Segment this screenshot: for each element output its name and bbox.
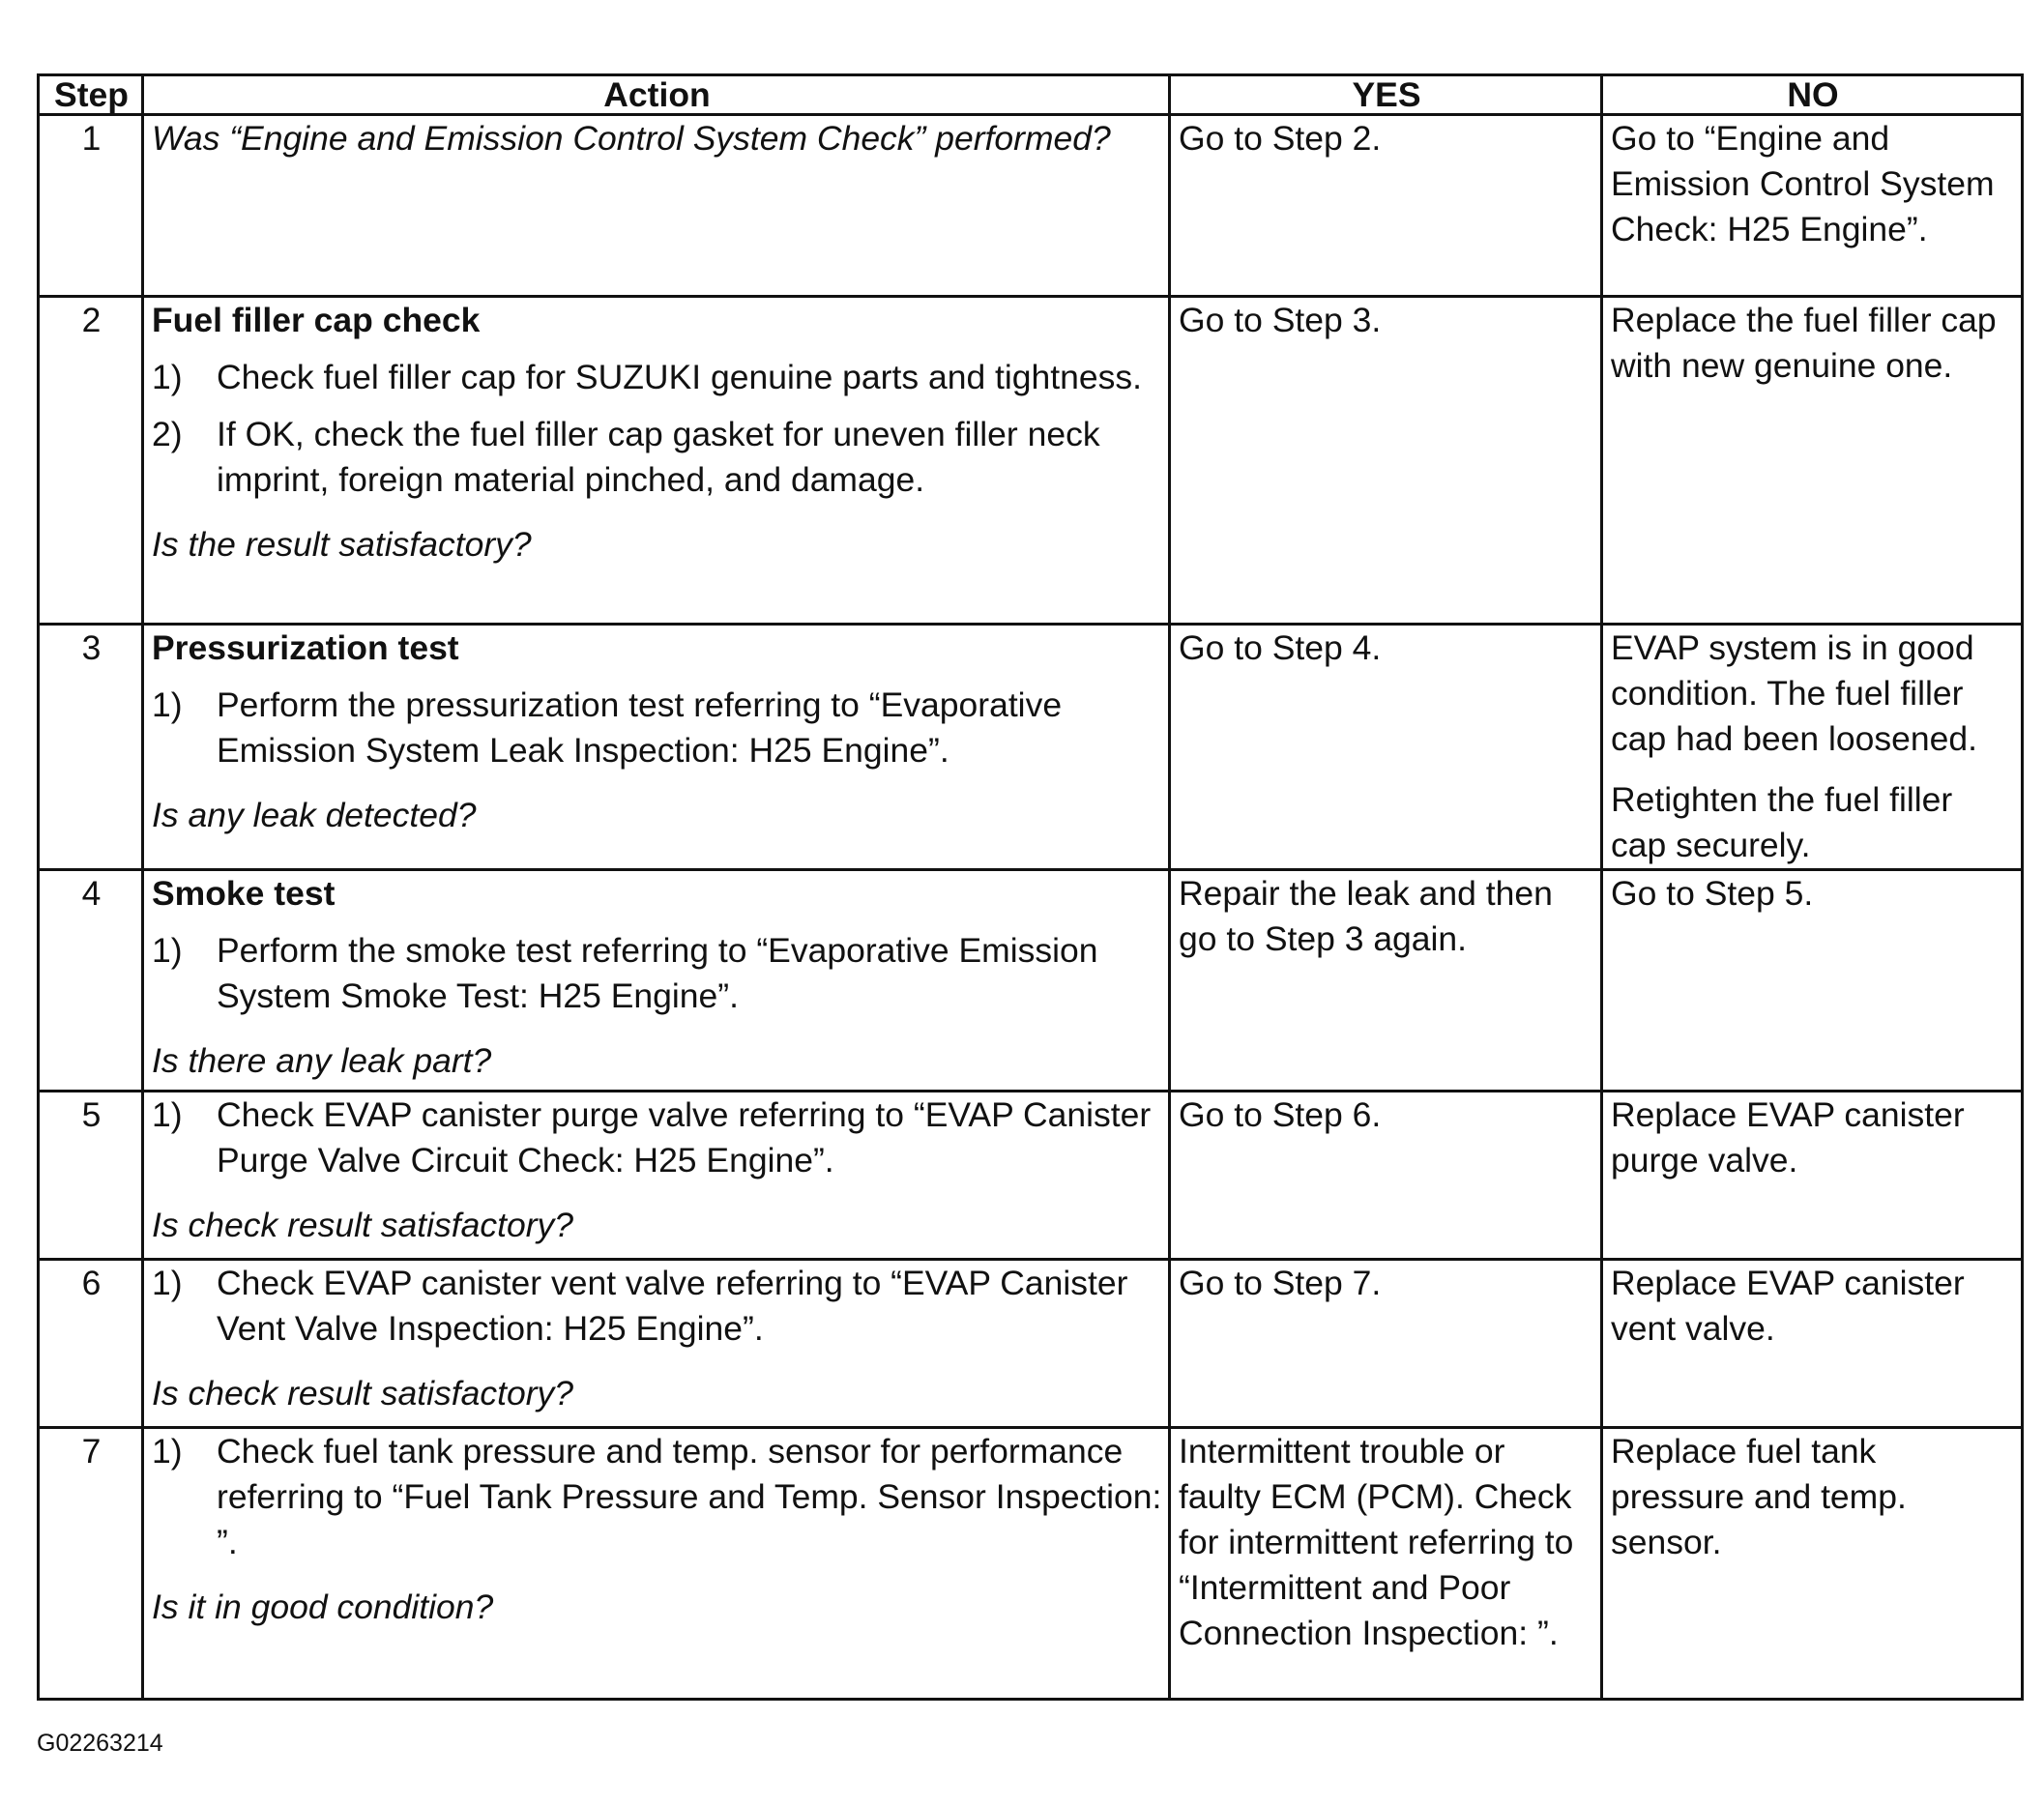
header-step: Step — [39, 75, 143, 115]
substep-text: Check fuel filler cap for SUZUKI genuine parts and tightness. — [217, 358, 1143, 396]
no-cell — [1602, 870, 2023, 1092]
header-action: Action — [143, 75, 1170, 115]
question-text: Was “Engine and Emission Control System Check” performed? — [152, 119, 1111, 158]
no-text: Go to “Engine and Emission Control System Check: H25 Engine”. — [1611, 119, 1995, 248]
table-row — [39, 1260, 2023, 1428]
substep-list — [152, 1429, 1162, 1565]
no-text: Go to Step 5. — [1611, 874, 1814, 913]
yes-text: Repair the leak and then go to Step 3 again. — [1179, 874, 1553, 958]
substep-text: Check EVAP canister purge valve referring to “EVAP Canister Purge Valve Circuit Check: H25 Engine”. — [217, 1095, 1152, 1180]
substep-text: Check EVAP canister vent valve referring to “EVAP Canister Vent Valve Inspection: H25 Engine”. — [217, 1264, 1128, 1348]
yes-cell — [1170, 1428, 1602, 1700]
table-row — [39, 115, 2023, 297]
list-item — [152, 928, 1162, 1019]
table-row — [39, 297, 2023, 625]
no-cell — [1602, 1092, 2023, 1260]
yes-text: Go to Step 7. — [1179, 1264, 1382, 1302]
list-item — [152, 355, 1162, 400]
list-item — [152, 1261, 1162, 1352]
yes-text: Go to Step 2. — [1179, 119, 1382, 158]
substep-text: Perform the pressurization test referring to “Evaporative Emission System Leak Inspection: H25 Engine”. — [217, 685, 1063, 770]
figure-code: G02263214 — [37, 1730, 163, 1757]
yes-cell — [1170, 1260, 1602, 1428]
no-cell — [1602, 625, 2023, 870]
no-text: EVAP system is in good condition. The fuel filler cap had been loosened. — [1611, 628, 1977, 758]
substep-list — [152, 928, 1162, 1019]
step-number: 6 — [39, 1260, 143, 1428]
substep-number: 2) — [152, 415, 183, 453]
table-row — [39, 1092, 2023, 1260]
header-no: NO — [1602, 75, 2023, 115]
header-row — [39, 75, 2023, 115]
question-text: Is any leak detected? — [152, 796, 477, 834]
substep-number: 1) — [152, 1432, 183, 1471]
substep-text: If OK, check the fuel filler cap gasket for uneven filler neck imprint, foreign material pinched, and damage. — [217, 415, 1100, 499]
step-title: Pressurization test — [152, 628, 459, 667]
yes-cell — [1170, 297, 1602, 625]
yes-cell — [1170, 625, 1602, 870]
substep-number: 1) — [152, 931, 183, 970]
action-cell — [143, 115, 1170, 297]
step-number: 7 — [39, 1428, 143, 1700]
no-text: Retighten the fuel filler cap securely. — [1611, 780, 1953, 864]
substep-list — [152, 1261, 1162, 1352]
step-number: 2 — [39, 297, 143, 625]
header-yes: YES — [1170, 75, 1602, 115]
yes-cell — [1170, 1092, 1602, 1260]
question-text: Is check result satisfactory? — [152, 1206, 574, 1244]
action-cell — [143, 1428, 1170, 1700]
troubleshooting-table — [37, 73, 2024, 1701]
no-text: Replace fuel tank pressure and temp. sensor. — [1611, 1432, 1907, 1561]
step-number: 5 — [39, 1092, 143, 1260]
action-cell — [143, 625, 1170, 870]
substep-number: 1) — [152, 1264, 183, 1302]
no-cell — [1602, 297, 2023, 625]
yes-cell — [1170, 870, 1602, 1092]
substep-number: 1) — [152, 685, 183, 724]
table-row — [39, 870, 2023, 1092]
yes-text: Go to Step 6. — [1179, 1095, 1382, 1134]
action-cell — [143, 297, 1170, 625]
table-row — [39, 1428, 2023, 1700]
no-text: Replace EVAP canister purge valve. — [1611, 1095, 1965, 1180]
no-text: Replace the fuel filler cap with new genuine one. — [1611, 301, 1997, 385]
table-row — [39, 625, 2023, 870]
no-cell — [1602, 1260, 2023, 1428]
yes-text: Go to Step 4. — [1179, 628, 1382, 667]
substep-number: 1) — [152, 358, 183, 396]
step-number: 3 — [39, 625, 143, 870]
list-item — [152, 412, 1162, 503]
question-text: Is it in good condition? — [152, 1588, 494, 1626]
step-number: 4 — [39, 870, 143, 1092]
substep-text: Perform the smoke test referring to “Evaporative Emission System Smoke Test: H25 Engine”. — [217, 931, 1098, 1015]
action-cell — [143, 1260, 1170, 1428]
step-title: Smoke test — [152, 874, 336, 913]
substep-list — [152, 355, 1162, 503]
yes-cell — [1170, 115, 1602, 297]
no-cell — [1602, 115, 2023, 297]
list-item — [152, 1429, 1162, 1565]
action-cell — [143, 870, 1170, 1092]
substep-number: 1) — [152, 1095, 183, 1134]
substep-list — [152, 1092, 1162, 1183]
no-cell — [1602, 1428, 2023, 1700]
question-text: Is there any leak part? — [152, 1041, 492, 1080]
yes-text: Intermittent trouble or faulty ECM (PCM). Check for intermittent referring to “Intermittent and Poor Connection Inspection: ”. — [1179, 1432, 1574, 1652]
substep-list — [152, 683, 1162, 773]
list-item — [152, 683, 1162, 773]
step-title: Fuel filler cap check — [152, 301, 481, 339]
question-text: Is check result satisfactory? — [152, 1374, 574, 1413]
list-item — [152, 1092, 1162, 1183]
yes-text: Go to Step 3. — [1179, 301, 1382, 339]
action-cell — [143, 1092, 1170, 1260]
no-text: Replace EVAP canister vent valve. — [1611, 1264, 1965, 1348]
step-number: 1 — [39, 115, 143, 297]
question-text: Is the result satisfactory? — [152, 525, 532, 564]
substep-text: Check fuel tank pressure and temp. sensor for performance referring to “Fuel Tank Pressure and Temp. Sensor Inspection: ”. — [217, 1432, 1162, 1561]
